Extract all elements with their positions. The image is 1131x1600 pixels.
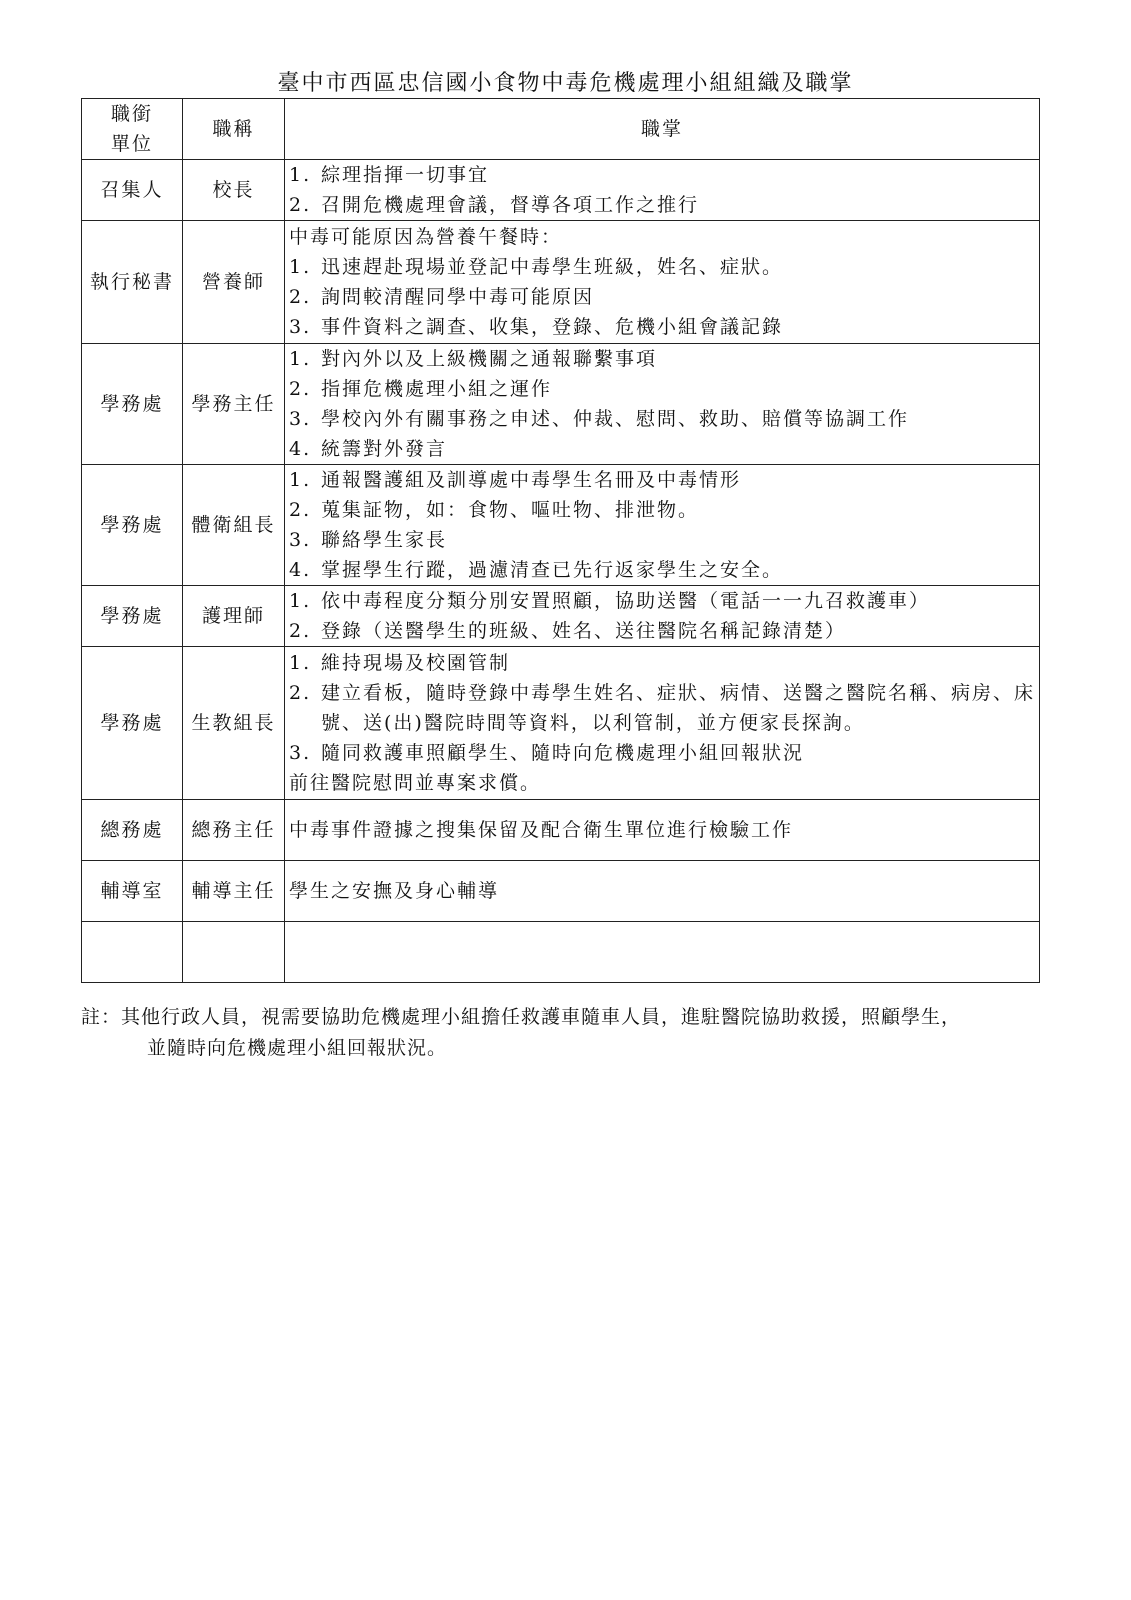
duty-number: 2. bbox=[289, 620, 312, 642]
table-row bbox=[82, 586, 1040, 647]
duty-number: 1. bbox=[289, 469, 312, 491]
duty-text: 依中毒程度分類分別安置照顧，協助送醫（電話一一九召救護車） bbox=[321, 590, 931, 612]
duty-number: 2. bbox=[289, 499, 312, 521]
duty-item bbox=[289, 586, 1039, 616]
duty-number: 3. bbox=[289, 529, 312, 551]
duty-cell bbox=[285, 160, 1040, 221]
header-duty: 職掌 bbox=[285, 99, 1040, 160]
duty-number: 4. bbox=[289, 438, 312, 460]
table-header-row bbox=[82, 99, 1040, 160]
empty-cell bbox=[285, 922, 1040, 983]
duty-number: 3. bbox=[289, 742, 312, 764]
duties-table bbox=[81, 98, 1040, 983]
title-cell: 學務主任 bbox=[183, 344, 285, 465]
duty-item bbox=[289, 465, 1039, 495]
duty-number: 4. bbox=[289, 559, 312, 581]
duty-cell: 學生之安撫及身心輔導 bbox=[285, 861, 1040, 922]
header-unit-line1: 職銜 bbox=[110, 103, 153, 125]
duty-text: 聯絡學生家長 bbox=[321, 529, 448, 551]
duty-number: 1. bbox=[289, 652, 312, 674]
duty-number: 3. bbox=[289, 408, 312, 430]
title-cell: 校長 bbox=[183, 160, 285, 221]
duty-number: 3. bbox=[289, 316, 312, 338]
duty-text: 對內外以及上級機關之通報聯繫事項 bbox=[321, 348, 658, 370]
table-row bbox=[82, 800, 1040, 861]
duty-text: 隨同救護車照顧學生、隨時向危機處理小組回報狀況 bbox=[321, 742, 805, 764]
table-row bbox=[82, 344, 1040, 465]
table-row bbox=[82, 221, 1040, 344]
duty-text: 迅速趕赴現場並登記中毒學生班級，姓名、症狀。 bbox=[321, 256, 784, 278]
header-unit-line2: 單位 bbox=[110, 133, 153, 155]
duty-text: 掌握學生行蹤，過濾清查已先行返家學生之安全。 bbox=[321, 559, 784, 581]
empty-cell bbox=[183, 922, 285, 983]
duty-number: 1. bbox=[289, 256, 312, 278]
duty-item bbox=[289, 555, 1039, 585]
unit-cell: 學務處 bbox=[82, 586, 183, 647]
duty-cell bbox=[285, 647, 1040, 800]
unit-cell: 學務處 bbox=[82, 647, 183, 800]
title-cell: 生教組長 bbox=[183, 647, 285, 800]
title-cell: 體衛組長 bbox=[183, 465, 285, 586]
duty-text: 蒐集証物，如：食物、嘔吐物、排泄物。 bbox=[321, 499, 700, 521]
duty-item bbox=[289, 312, 1039, 342]
duty-text: 統籌對外發言 bbox=[321, 438, 448, 460]
unit-cell: 執行秘書 bbox=[82, 221, 183, 344]
duty-text: 維持現場及校園管制 bbox=[321, 652, 511, 674]
footnote bbox=[81, 1002, 1061, 1064]
title-cell: 總務主任 bbox=[183, 800, 285, 861]
duty-item bbox=[289, 616, 1039, 646]
footnote-line1: 註：其他行政人員，視需要協助危機處理小組擔任救護車隨車人員，進駐醫院協助救援，照顧學生， bbox=[81, 1006, 962, 1028]
duty-item bbox=[289, 374, 1039, 404]
duty-cell bbox=[285, 344, 1040, 465]
duty-item bbox=[289, 648, 1039, 678]
unit-cell: 學務處 bbox=[82, 465, 183, 586]
duty-number: 1. bbox=[289, 590, 312, 612]
empty-table-row bbox=[82, 922, 1040, 983]
duty-number: 2. bbox=[289, 378, 312, 400]
unit-cell: 輔導室 bbox=[82, 861, 183, 922]
header-unit bbox=[82, 99, 183, 160]
duty-item bbox=[289, 160, 1039, 190]
duty-item bbox=[289, 434, 1039, 464]
duty-intro: 中毒可能原因為營養午餐時： bbox=[289, 226, 563, 248]
duty-tail: 前往醫院慰問並專案求償。 bbox=[289, 772, 542, 794]
duty-text: 建立看板，隨時登錄中毒學生姓名、症狀、病情、送醫之醫院名稱、病房、床號、送(出)醫院時間等資料，以利管制，並方便家長探詢。 bbox=[321, 682, 1036, 734]
unit-cell: 召集人 bbox=[82, 160, 183, 221]
duty-item bbox=[289, 495, 1039, 525]
duty-item bbox=[289, 525, 1039, 555]
empty-cell bbox=[82, 922, 183, 983]
page-title: 臺中市西區忠信國小食物中毒危機處理小組組織及職掌 bbox=[277, 71, 854, 96]
duty-number: 1. bbox=[289, 164, 312, 186]
duty-cell: 中毒事件證據之搜集保留及配合衛生單位進行檢驗工作 bbox=[285, 800, 1040, 861]
duty-cell bbox=[285, 221, 1040, 344]
duty-text: 召開危機處理會議，督導各項工作之推行 bbox=[321, 194, 700, 216]
footnote-line2: 並隨時向危機處理小組回報狀況。 bbox=[147, 1037, 448, 1059]
duty-cell bbox=[285, 586, 1040, 647]
duty-cell bbox=[285, 465, 1040, 586]
duty-text: 事件資料之調查、收集，登錄、危機小組會議記錄 bbox=[321, 316, 784, 338]
duty-text: 通報醫護組及訓導處中毒學生名冊及中毒情形 bbox=[321, 469, 742, 491]
duty-text: 指揮危機處理小組之運作 bbox=[321, 378, 553, 400]
title-cell: 輔導主任 bbox=[183, 861, 285, 922]
duty-text: 綜理指揮一切事宜 bbox=[321, 164, 490, 186]
header-title: 職稱 bbox=[183, 99, 285, 160]
duty-item bbox=[289, 282, 1039, 312]
duty-item bbox=[289, 678, 1039, 738]
unit-cell: 學務處 bbox=[82, 344, 183, 465]
table-row bbox=[82, 160, 1040, 221]
table-row bbox=[82, 465, 1040, 586]
duty-item bbox=[289, 190, 1039, 220]
duty-text: 學校內外有關事務之申述、仲裁、慰問、救助、賠償等協調工作 bbox=[321, 408, 910, 430]
duty-text: 詢問較清醒同學中毒可能原因 bbox=[321, 286, 595, 308]
duty-item bbox=[289, 344, 1039, 374]
duty-number: 2. bbox=[289, 194, 312, 216]
title-cell: 營養師 bbox=[183, 221, 285, 344]
duty-number: 2. bbox=[289, 682, 312, 704]
unit-cell: 總務處 bbox=[82, 800, 183, 861]
table-row bbox=[82, 861, 1040, 922]
table-row bbox=[82, 647, 1040, 800]
duty-item bbox=[289, 252, 1039, 282]
duty-number: 2. bbox=[289, 286, 312, 308]
duty-text: 登錄（送醫學生的班級、姓名、送往醫院名稱記錄清楚） bbox=[321, 620, 847, 642]
duty-item bbox=[289, 404, 1039, 434]
duty-number: 1. bbox=[289, 348, 312, 370]
title-cell: 護理師 bbox=[183, 586, 285, 647]
duty-item bbox=[289, 738, 1039, 768]
